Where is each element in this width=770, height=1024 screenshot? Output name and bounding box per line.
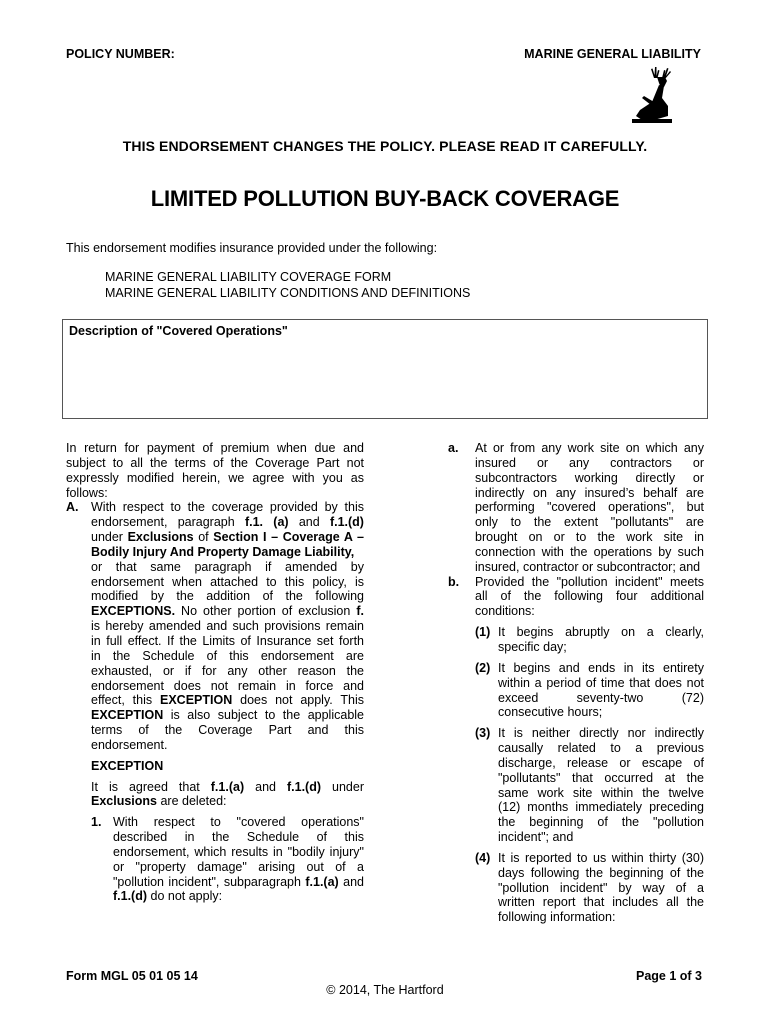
line-text: endorsement does not remain in force and [91,678,364,693]
text-line [66,723,364,738]
line-text: EXCEPTIONS. No other portion of exclusion f. [91,604,364,619]
list-marker: a. [448,441,459,455]
text-line [448,575,704,590]
line-text: is hereby amended and such provisions remain [91,619,364,634]
page-title: LIMITED POLLUTION BUY-BACK COVERAGE [150,186,620,211]
line-text: only to the extent "pollutants" are [475,515,704,530]
text-line [448,910,704,925]
text-line [66,441,364,456]
text-line [448,815,704,830]
line-text: At or from any work site on which any [475,441,704,455]
text-line [448,676,704,691]
line-text: incident"; and [498,830,574,845]
form-item: MARINE GENERAL LIABILITY COVERAGE FORM [105,270,392,284]
text-line [66,575,364,590]
text-line [448,756,704,771]
text-line [448,515,704,530]
line-text: performing "covered operations", but [475,500,704,515]
line-text: follows: [66,485,108,500]
list-marker: (1) [475,625,491,640]
text-line [448,640,704,655]
text-line [66,604,364,619]
text-line [66,530,364,545]
endorsement-notice: THIS ENDORSEMENT CHANGES THE POLICY. PLEASE READ IT CAREFULLY. [122,138,648,154]
list-marker: 1. [91,815,102,830]
text-line [66,515,364,530]
line-text: in full effect. If the Limits of Insurance set forth [91,633,364,648]
line-text: It is agreed that f.1.(a) and f.1.(d) under [91,779,364,794]
text-line [448,560,704,575]
text-line [66,456,364,471]
text-line [66,889,364,904]
line-text: In return for payment of premium when due and [66,441,364,455]
line-text: It begins and ends in its entirety [498,660,704,675]
text-line [66,759,364,774]
page-number: Page 1 of 3 [636,969,702,983]
line-text: EXCEPTION [91,758,164,773]
list-marker: (2) [475,660,491,675]
list-marker: A. [66,500,79,515]
text-line [448,691,704,706]
line-text: insured, contractor or subcontractor; and [475,559,701,574]
line-text: same work site within the twelve [498,785,704,800]
text-line [448,786,704,801]
text-line [448,604,704,619]
right-column [448,441,704,925]
text-line [66,619,364,634]
text-line [448,830,704,845]
text-line [448,771,704,786]
text-line [448,895,704,910]
line-text: Bodily Injury And Property Damage Liability, [91,544,355,559]
text-line [66,634,364,649]
line-text: EXCEPTION is also subject to the applicable [91,708,364,723]
line-text: or "property damage" arising out of a [113,859,364,874]
line-text: indirectly on any insured’s behalf are [475,485,704,500]
line-text: subject to all the terms of the Coverage Part not [66,455,364,470]
text-line [66,845,364,860]
text-line [66,471,364,486]
text-line [66,794,364,809]
line-text: "pollution incident" by way of a [498,880,704,895]
line-text: all of the following four additional [475,589,704,604]
line-text: the beginning of the "pollution [498,815,704,830]
line-text: With respect to the coverage provided by this [91,500,364,515]
line-text: With respect to "covered operations" [113,815,364,830]
text-line [66,780,364,795]
text-line [66,560,364,575]
line-text: expressly modified herein, we agree with you as [66,470,364,485]
line-text: causally related to a previous [498,741,704,756]
text-line [66,589,364,604]
line-text: exhausted, or if for any other reason the [91,663,364,678]
text-line [66,545,364,560]
text-line [448,661,704,676]
line-text: effect, this EXCEPTION does not apply. This [91,693,364,708]
line-text: brought on or to the work site in [475,530,704,545]
line-text: f.1.(d) do not apply: [113,889,223,904]
stag-logo-icon [624,66,676,124]
text-line [448,500,704,515]
policy-number-label: POLICY NUMBER: [66,47,175,61]
text-line [66,875,364,890]
line-text: specific day; [498,639,567,654]
list-marker: (3) [475,726,491,741]
text-line [66,860,364,875]
schedule-box [62,319,708,419]
text-line [448,545,704,560]
line-text: following information: [498,910,616,925]
list-marker: (4) [475,850,491,865]
text-line [448,471,704,486]
line-text: in the Schedule of this endorsement are [91,648,364,663]
line-text: endorsement when attached to this policy, is [91,574,364,589]
line-text: endorsement, which results in "bodily injury" [113,844,364,859]
line-text: endorsement. [91,737,168,752]
list-marker: b. [448,574,460,589]
line-text: It begins abruptly on a clearly, [498,625,704,640]
line-text: connection with the operations by such [475,544,704,559]
text-line [66,486,364,501]
line-text: Exclusions are deleted: [91,794,227,809]
line-text: written report that includes all the [498,895,704,910]
line-text: consecutive hours; [498,705,603,720]
line-text: described in the Schedule of this [113,830,364,845]
text-line [66,693,364,708]
form-number: Form MGL 05 01 05 14 [66,969,198,983]
line-text: It is neither directly nor indirectly [498,726,704,741]
line-of-business: MARINE GENERAL LIABILITY [524,47,701,61]
text-line [66,738,364,753]
line-text: days following the beginning of the [498,865,704,880]
text-line [66,815,364,830]
text-line [448,866,704,881]
text-line [448,881,704,896]
line-text: "pollution incident", subparagraph f.1.(a) and [113,874,364,889]
schedule-label: Description of "Covered Operations" [69,324,288,338]
line-text: "pollutants" that occurred at the [498,770,704,785]
text-line [448,456,704,471]
text-line [448,589,704,604]
line-text: endorsement, paragraph f.1. (a) and f.1.(d) [91,515,364,530]
text-line [448,851,704,866]
text-line [448,625,704,640]
line-text: conditions: [475,604,535,619]
text-line [448,741,704,756]
line-text: within a period of time that does not [498,675,704,690]
text-line [448,800,704,815]
line-text: subcontractors working directly or [475,470,704,485]
text-line [448,441,704,456]
left-column [66,441,364,904]
text-line [66,679,364,694]
text-line [66,500,364,515]
text-line [66,649,364,664]
line-text: Provided the "pollution incident" meets [475,574,704,589]
text-line [448,486,704,501]
text-line [66,830,364,845]
line-text: discharge, release or escape of [498,755,704,770]
text-line [66,708,364,723]
line-text: insured or any contractors or [475,455,704,470]
line-text: (12) months immediately preceding [498,800,704,815]
form-item: MARINE GENERAL LIABILITY CONDITIONS AND DEFINITIONS [105,286,471,300]
line-text: exceed seventy-two (72) [498,690,704,705]
line-text: under Exclusions of Section I – Coverage A – [91,530,364,545]
text-line [66,664,364,679]
text-line [448,530,704,545]
line-text: It is reported to us within thirty (30) [498,850,704,865]
text-line [448,726,704,741]
line-text: terms of the Coverage Part and this [91,723,364,738]
modifies-text: This endorsement modifies insurance provided under the following: [66,241,438,255]
text-line [448,705,704,720]
copyright: © 2014, The Hartford [326,983,444,997]
line-text: modified by the addition of the following [91,589,364,604]
line-text: or that same paragraph if amended by [91,559,364,574]
